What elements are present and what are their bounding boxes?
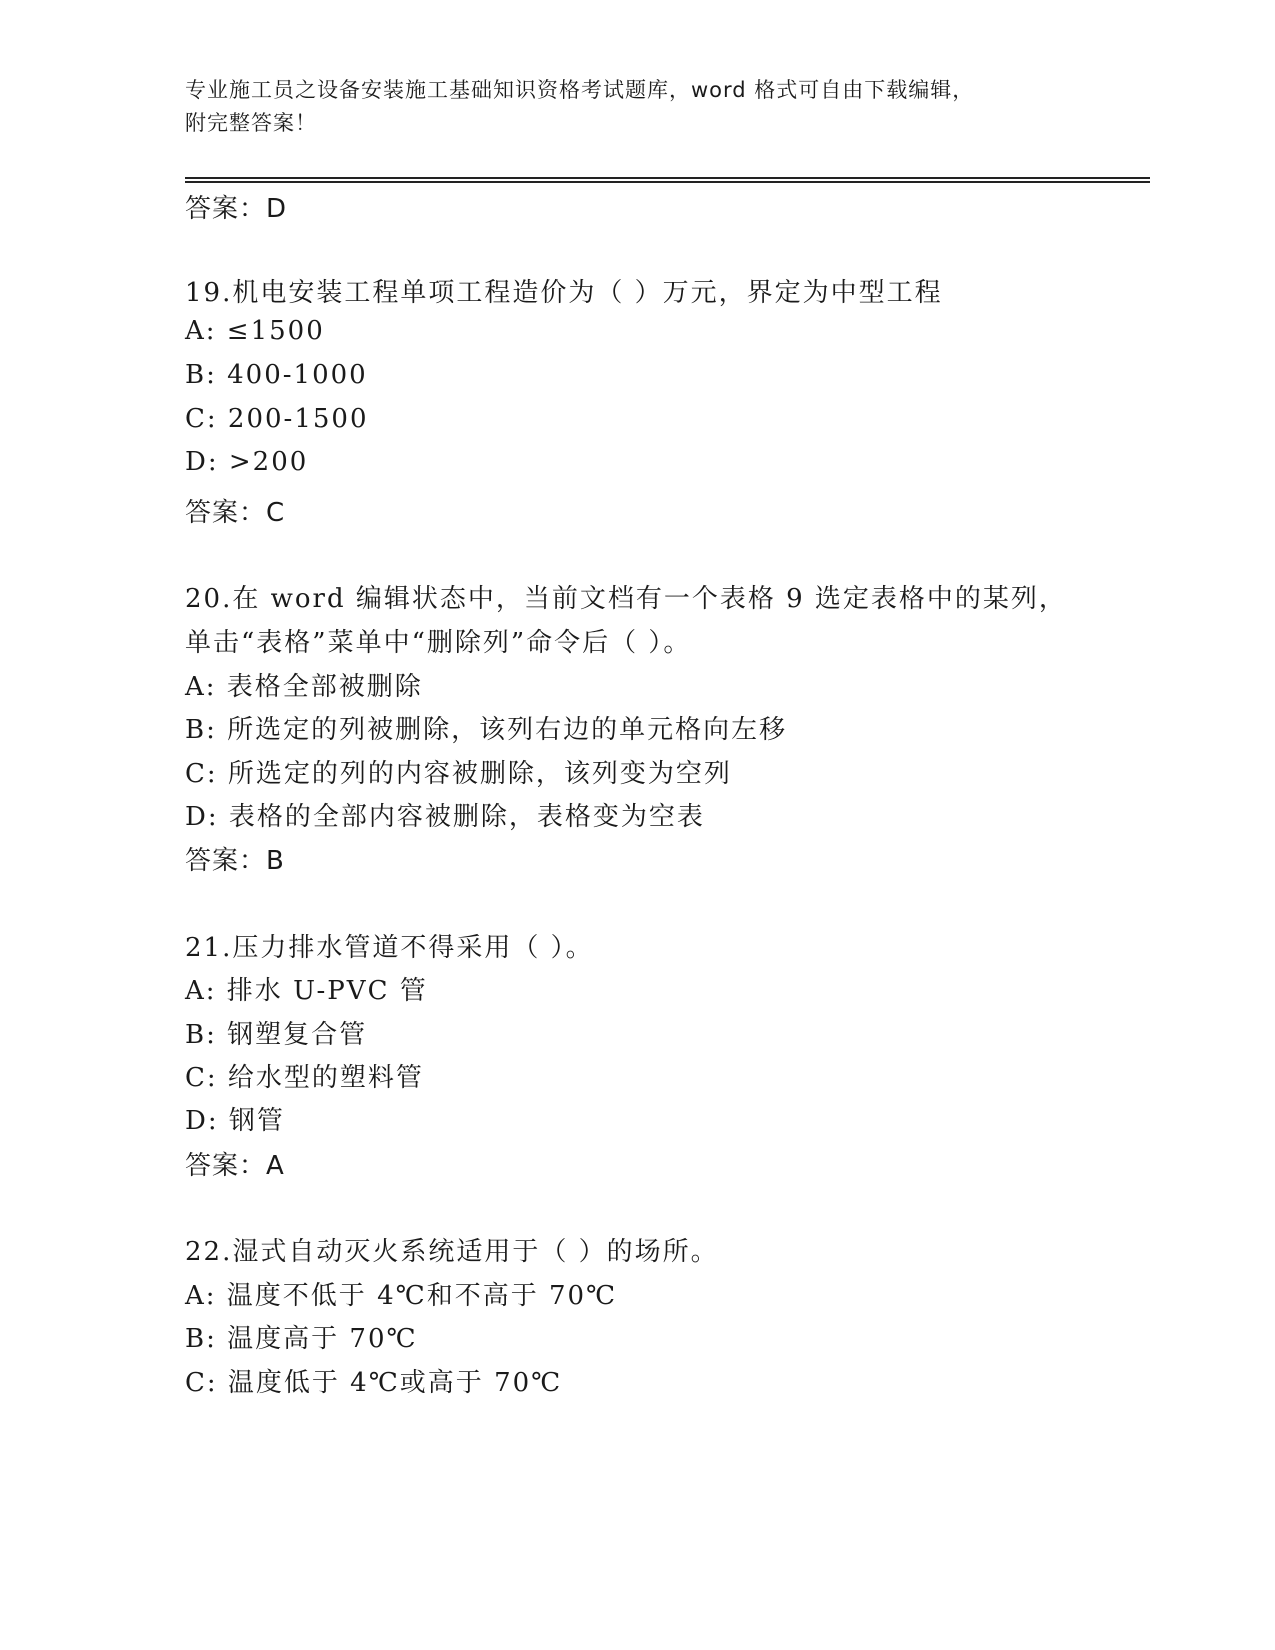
header-divider-bottom xyxy=(185,181,1150,183)
question-21-option-d: D: 钢管 xyxy=(185,1106,285,1136)
question-21-answer: 答案：A xyxy=(185,1151,285,1181)
question-19-option-b: B: 400-1000 xyxy=(185,360,368,390)
question-21-option-b: B: 钢塑复合管 xyxy=(185,1020,368,1050)
question-20-option-d: D: 表格的全部内容被删除，表格变为空表 xyxy=(185,802,705,832)
question-20-stem-line-2: 单击“表格”菜单中“删除列”命令后（ ）。 xyxy=(185,628,692,658)
question-19-answer: 答案：C xyxy=(185,498,286,528)
question-20-stem-line-1: 20.在 word 编辑状态中，当前文档有一个表格 9 选定表格中的某列， xyxy=(185,584,1067,614)
question-20-option-c: C: 所选定的列的内容被删除，该列变为空列 xyxy=(185,759,732,789)
header-line-1: 专业施工员之设备安装施工基础知识资格考试题库，word 格式可自由下载编辑， xyxy=(185,78,975,102)
previous-answer: 答案：D xyxy=(185,194,288,224)
question-22-option-c: C: 温度低于 4℃或高于 70℃ xyxy=(185,1368,563,1398)
question-19-option-d: D: >200 xyxy=(185,447,309,477)
question-19-option-a: A: ≤1500 xyxy=(185,316,325,346)
question-20-option-a: A: 表格全部被删除 xyxy=(185,672,423,702)
document-header xyxy=(185,74,1085,140)
question-19-option-c: C: 200-1500 xyxy=(185,404,369,434)
question-20-option-b: B: 所选定的列被删除，该列右边的单元格向左移 xyxy=(185,715,788,745)
question-21-option-c: C: 给水型的塑料管 xyxy=(185,1063,424,1093)
header-divider-top xyxy=(185,177,1150,179)
question-21-option-a: A: 排水 U-PVC 管 xyxy=(185,976,428,1006)
question-19-stem: 19.机电安装工程单项工程造价为（ ）万元，界定为中型工程 xyxy=(185,278,943,308)
question-20-answer: 答案：B xyxy=(185,846,285,876)
question-21-stem: 21.压力排水管道不得采用（ ）。 xyxy=(185,933,594,963)
question-22-option-a: A: 温度不低于 4℃和不高于 70℃ xyxy=(185,1281,618,1311)
question-22-stem: 22.湿式自动灭火系统适用于（ ）的场所。 xyxy=(185,1237,719,1267)
header-line-2: 附完整答案！ xyxy=(185,111,317,135)
question-22-option-b: B: 温度高于 70℃ xyxy=(185,1324,418,1354)
